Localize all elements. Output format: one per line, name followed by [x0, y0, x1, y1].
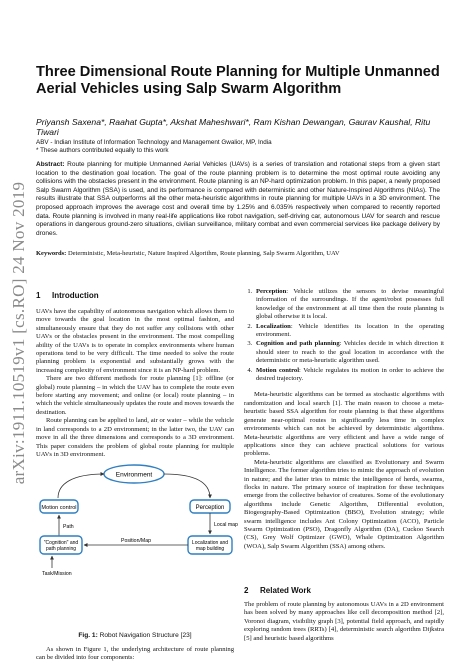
arrow-environment-to-perception	[164, 474, 210, 498]
component-term: Localization	[256, 322, 291, 330]
cognition-line-2: path planning	[45, 546, 77, 552]
affiliation-block	[36, 139, 446, 155]
component-list	[244, 288, 444, 383]
paragraph: The problem of route planning by autonomous UAVs in a 2D environment has been solved by many approaches like cell decomposition method [2], Voronoi diagram, visibility graph [3], potential field approach, and rapidly exploring random trees (RRTs) [4], deterministic search algorithm Dijkstra [5] and heuristic based algorithms	[244, 601, 444, 642]
component-term: Motion control	[256, 366, 300, 374]
right-column	[244, 288, 444, 551]
list-item	[254, 288, 444, 322]
component-term: Cognition and path planning	[256, 340, 340, 348]
paragraph: Meta-heuristic algorithms can be termed as stochastic algorithms with randomization and local search [1]. The main reason to choose a meta-heuristic based SSA algorithm for route planning is that these algorithms generate near-optimal routes in significantly less time in complex environments which can not be achieved by deterministic algorithms. Meta-heuristic algorithms are very efficient and have a wide range of applications since they can achieve practical solutions for various problems.	[244, 391, 444, 458]
equal-contribution-note: * These authors contributed equally to this work	[36, 147, 169, 155]
cognition-line-1: "Cognition" and	[43, 540, 79, 546]
section-number: 1	[36, 291, 41, 300]
intro-continuation	[36, 646, 234, 663]
related-work-text	[244, 601, 444, 643]
component-text: : Vehicle regulates its motion in order to achieve the desired trajectory.	[256, 366, 445, 383]
paragraph: There are two different methods for route planning [1]: offline (or global) route planning – in which the UAV has to complete the route even before starting any movement; and online (or local) route planning – in which the vehicle simultaneously updates the route and moves towards the destination.	[36, 375, 234, 416]
abstract-label: Abstract:	[36, 161, 65, 168]
affiliation: ABV - Indian Institute of Information Technology and Management Gwalior, MP, India	[36, 139, 272, 146]
arrow-motion-to-environment	[58, 474, 104, 498]
author-list: Priyansh Saxena*, Raahat Gupta*, Akshat Maheshwari*, Ram Kishan Dewangan, Gaurav Kaushal, Ritu Tiwari	[36, 117, 431, 137]
paragraph: UAVs have the capability of autonomous navigation which allows them to move towards the goal location in the most optimal fashion, and simultaneously ensure that they do not suffer any collisions with other UAVs or the obstacles present in the environment. The most compelling ability of the UAVs is to operate in complex environments where human operations tend to be very difficult. The time needed to solve the route planning problem is exponential and substantially grows with the increasing complexity of environment since it is an NP-hard problem.	[36, 308, 234, 374]
section-title: Introduction	[52, 291, 99, 300]
intro-text	[36, 308, 234, 459]
path-label: Path	[63, 524, 74, 530]
paragraph: Meta-heuristic algorithms are classified as Evolutionary and Swarm Intelligence. The former algorithm tries to mimic the approach of evolution in nature; and the latter tries to mimic the intelligence of herds, swarms, flocks in nature. The primary source of inspiration for these techniques emerge from the collective behavior of creatures. Some of the evolutionary algorithms include Genetic Algorithm, Differential evolution, Biogeography-Based Optimization (BBO), Evolution strategy; while swarm intelligence includes Ant Colony Optimization (ACO), Particle Swarm Optimization (PSO), Dragonfly Algorithm (DA), Cuckoo Search (CS), Grey Wolf Optimizer (GWO), Whale Optimization Algorithm (WOA), Salp Swarm Algorithm (SSA) among others.	[244, 458, 444, 550]
arxiv-sidebar	[6, 168, 32, 498]
keywords	[36, 250, 440, 258]
motion-control-label: Motion control	[41, 505, 77, 511]
section-2-heading	[244, 586, 311, 595]
cognition-label	[44, 540, 79, 552]
paragraph: As shown in Figure 1, the underlying architecture of route planning can be divided into four components:	[36, 646, 234, 662]
perception-label: Perception	[195, 505, 225, 511]
keywords-text: Deterministic, Meta-heuristic, Nature Inspired Algorithm, Route planning, Salp Swarm Algorithm, UAV	[67, 250, 340, 257]
localization-label	[192, 540, 228, 552]
local-map-label: Local map	[214, 522, 238, 528]
paper-title: Three Dimensional Route Planning for Multiple Unmanned Aerial Vehicles using Salp Swarm Algorithm	[36, 64, 440, 97]
position-map-label: Position/Map	[121, 538, 151, 544]
section-1-heading	[36, 291, 99, 300]
list-item	[254, 323, 444, 340]
figure-caption	[36, 632, 234, 639]
keywords-label: Keywords:	[36, 250, 67, 257]
component-text: : Vehicle utilizes the sensors to devise meaningful information of the surroundings. If the agent/robot possesses full knowledge of the environment at all time then the route planning is global otherwise it is local.	[256, 288, 444, 321]
localization-line-2: map building	[195, 546, 225, 552]
figure-caption-label: Fig. 1:	[78, 632, 98, 639]
abstract-text: Route planning for multiple Unmanned Aerial Vehicles (UAVs) is a series of translation and rotational steps from a given start location to the destination goal location. The goal of the route planning problem is to determine the most optimal route avoiding any collisions with the obstacles present in the environment. Route planning is an NP-hard optimization problem. In this paper, a newly proposed Salp Swarm Algorithm (SSA) is used, and its performance is compared with deterministic and other Nature-Inspired Algorithms (NIAs). The results illustrate that SSA outperforms all the other meta-heuristic algorithms in route planning for multiple UAVs in a 3D environment. The proposed approach improves the average cost and overall time by 1.25% and 6.035% respectively when compared to recently reported data. Route planning is involved in many real-life applications like robot navigation, self-driving car, autonomous UAV for search and rescue operations in dangerous ground-zero situations, civilian surveillance, military combat and even commercial services like package delivery by drones.	[36, 161, 440, 237]
paragraph: Route planning can be applied to land, air or water – while the vehicle in land corresponds to a 2D environment; in the latter two, the UAV can move in all the three dimensions and corresponds to a 3D environment. This paper considers the problem of global route planning for multiple UAVs in 3D environment.	[36, 417, 234, 458]
section-title: Related Work	[260, 586, 311, 595]
task-mission-label: Task/Mission	[42, 571, 72, 577]
section-number: 2	[244, 586, 249, 595]
list-item	[254, 340, 444, 365]
list-item	[254, 367, 444, 384]
figure-caption-text: Robot Navigation Structure [23]	[99, 632, 192, 639]
component-term: Perception	[256, 288, 287, 295]
abstract	[36, 161, 440, 238]
component-text: : Vehicles decide in which direction it should steer to reach to the goal location in accordance with the deterministic or meta-heuristic algorithm used.	[256, 340, 444, 365]
component-text: : Vehicle identifies its location in the operating environment.	[256, 322, 444, 339]
robot-navigation-figure	[38, 464, 238, 632]
localization-line-1: Localization and	[191, 540, 229, 546]
environment-label: Environment	[115, 471, 153, 479]
arxiv-id: arXiv:1911.10519v1 [cs.RO] 24 Nov 2019	[9, 181, 28, 485]
